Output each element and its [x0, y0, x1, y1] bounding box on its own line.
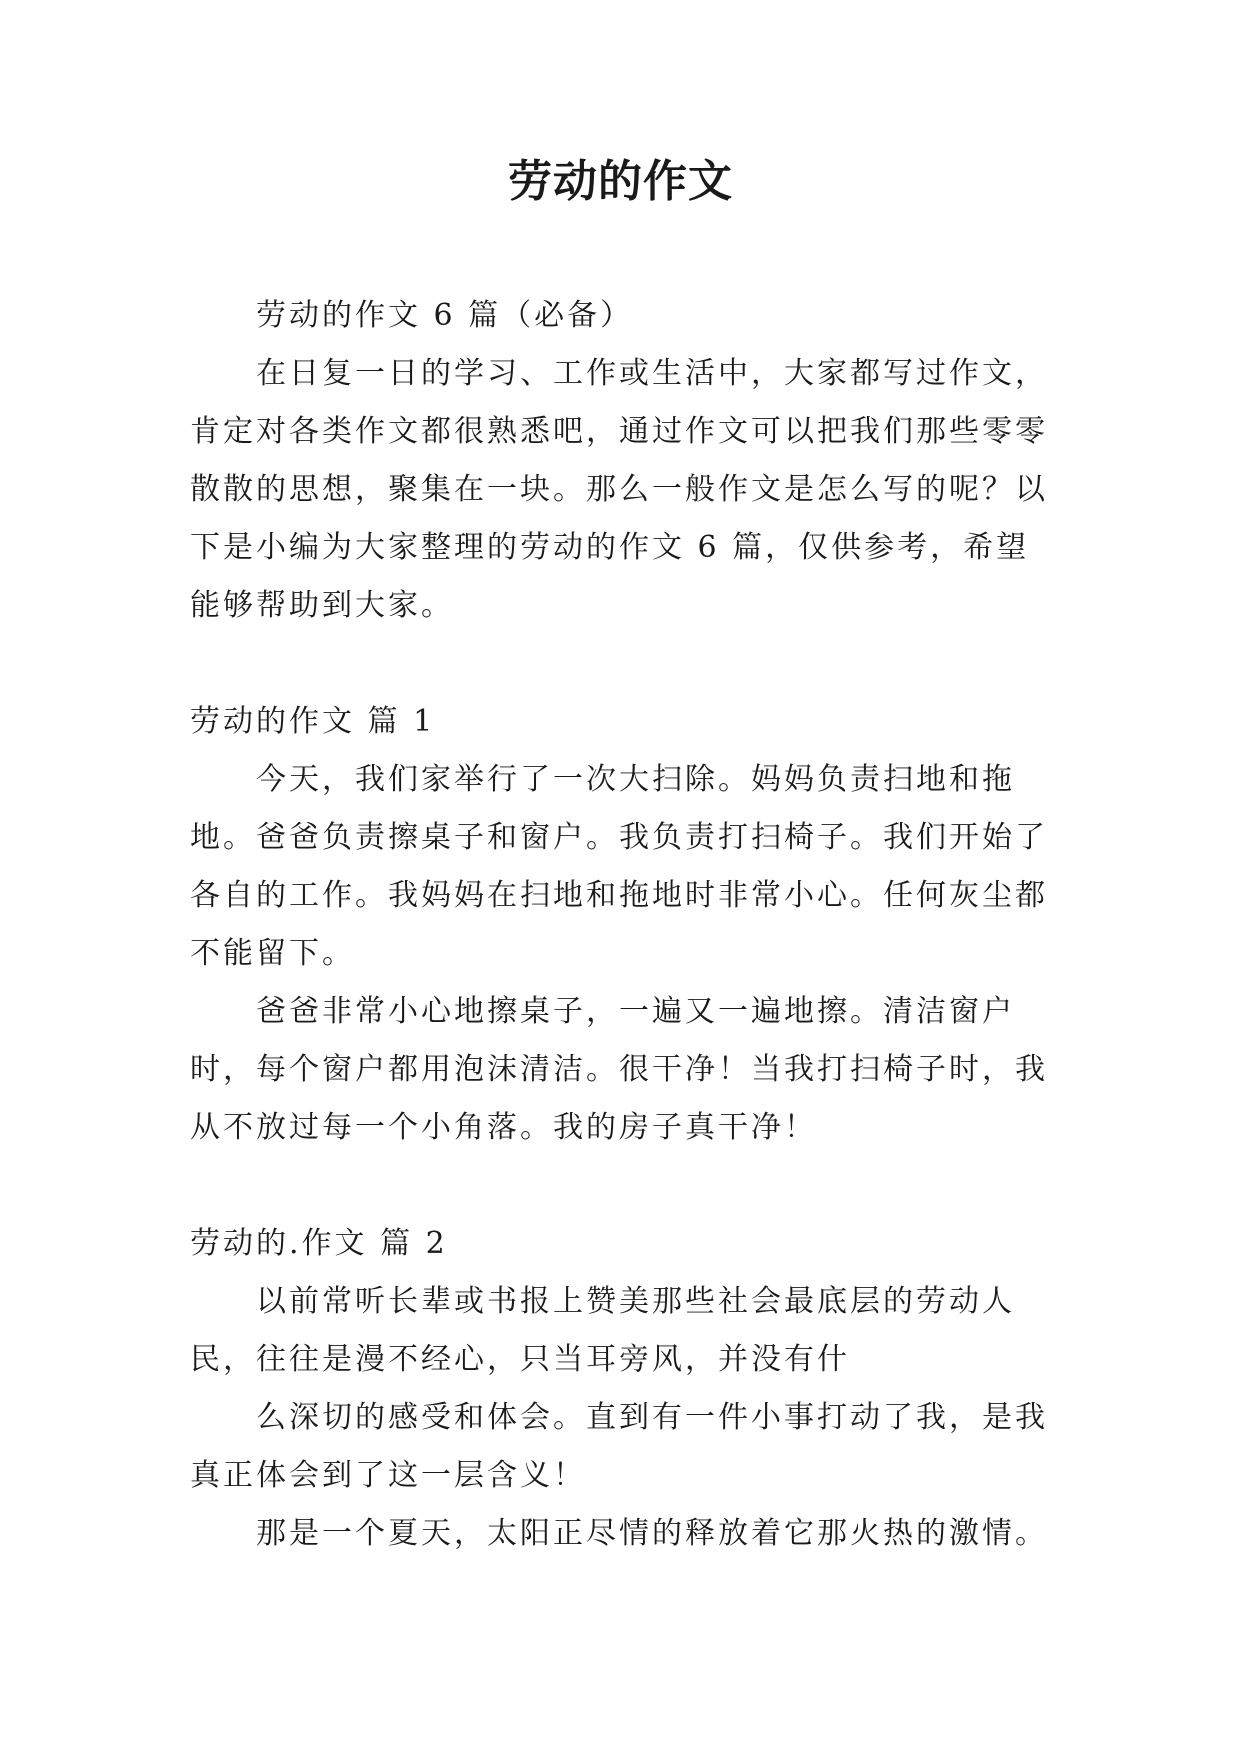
- section-2-paragraph-3: 那是一个夏天，太阳正尽情的释放着它那火热的激情。: [256, 1516, 1048, 1551]
- document-title: 劳动的作文: [508, 156, 733, 207]
- section-1-paragraph-1: 今天，我们家举行了一次大扫除。妈妈负责扫地和拖地。爸爸负责擦桌子和窗户。我负责打扫椅子。我们开始了各自的工作。我妈妈在扫地和拖地时非常小心。任何灰尘都不能留下。: [190, 762, 1048, 971]
- document-body: [190, 287, 1050, 1563]
- section-2-paragraph-2: 么深切的感受和体会。直到有一件小事打动了我，是我真正体会到了这一层含义！: [190, 1400, 1048, 1493]
- section-heading-1: 劳动的作文 篇 1: [190, 704, 436, 739]
- section-spacer: [190, 635, 1050, 693]
- section-1-paragraph-2: 爸爸非常小心地擦桌子，一遍又一遍地擦。清洁窗户时，每个窗户都用泡沫清洁。很干净！当我打扫椅子时，我从不放过每一个小角落。我的房子真干净！: [190, 994, 1048, 1145]
- document-subtitle: 劳动的作文 6 篇（必备）: [256, 298, 634, 333]
- section-2-paragraph-1: 以前常听长辈或书报上赞美那些社会最底层的劳动人民，往往是漫不经心，只当耳旁风，并没有什: [190, 1284, 1015, 1377]
- section-heading-2: 劳动的.作文 篇 2: [190, 1226, 448, 1261]
- section-spacer: [190, 1157, 1050, 1215]
- intro-paragraph: 在日复一日的学习、工作或生活中，大家都写过作文，肯定对各类作文都很熟悉吧，通过作文可以把我们那些零零散散的思想，聚集在一块。那么一般作文是怎么写的呢？以下是小编为大家整理的劳动的作文 6 篇，仅供参考，希望能够帮助到大家。: [190, 356, 1048, 623]
